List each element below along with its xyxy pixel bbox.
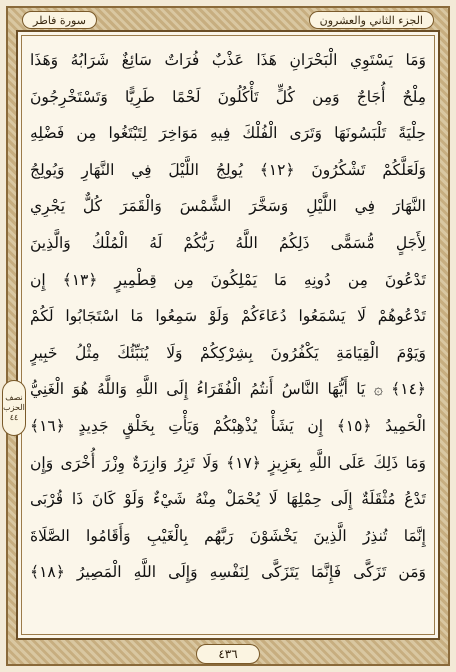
hizb-marker-line1: نصف	[5, 393, 23, 402]
text-line: النَّهَارَ فِي اللَّيْلِ وَسَخَّرَ الشَّمْسَ وَالْقَمَرَ كُلٌّ يَجْرِي	[30, 197, 426, 216]
text-line: الْحَمِيدُ ﴿١٥﴾ إِن يَشَأْ يُذْهِبْكُمْ وَيَأْتِ بِخَلْقٍ جَدِيدٍ ﴿١٦﴾	[30, 416, 426, 435]
text-line: وَمَا يَسْتَوِي الْبَحْرَانِ هَذَا عَذْبٌ فُرَاتٌ سَائِغٌ شَرَابُهُ وَهَذَا	[30, 51, 426, 69]
text-line: وَمَن تَزَكَّى فَإِنَّمَا يَتَزَكَّى لِنَفْسِهِ وَإِلَى اللَّهِ الْمَصِيرُ ﴿١٨﴾	[30, 563, 426, 582]
text-line: وَلَعَلَّكُمْ تَشْكُرُونَ ﴿١٢﴾ يُولِجُ اللَّيْلَ فِي النَّهَارِ وَيُولِجُ	[30, 160, 426, 179]
hizb-marker-line2: الحزب	[3, 403, 25, 412]
quran-text	[30, 42, 426, 630]
text-line: مِلْحٌ أُجَاجٌ وَمِن كُلٍّ تَأْكُلُونَ لَحْمًا طَرِيًّا وَتَسْتَخْرِجُونَ	[30, 87, 426, 106]
hizb-marker	[2, 380, 26, 436]
surah-name-label: سورة فاطر	[22, 11, 97, 29]
juz-label: الجزء الثاني والعشرون	[309, 11, 434, 29]
text-line: تَدْعُوهُمْ لَا يَسْمَعُوا دُعَاءَكُمْ وَلَوْ سَمِعُوا مَا اسْتَجَابُوا لَكُمْ	[30, 307, 426, 326]
text-line: ﴿١٤﴾ ۞ يَا أَيُّهَا النَّاسُ أَنتُمُ الْفُقَرَاءُ إِلَى اللَّهِ وَاللَّهُ هُوَ الْغَنِيُّ	[30, 380, 426, 399]
page-header	[22, 10, 434, 30]
text-line: تَدْعُ مُثْقَلَةٌ إِلَى حِمْلِهَا لَا يُحْمَلْ مِنْهُ شَيْءٌ وَلَوْ كَانَ ذَا قُرْبَى	[30, 490, 426, 509]
text-line: حِلْيَةً تَلْبَسُونَهَا وَتَرَى الْفُلْكَ فِيهِ مَوَاخِرَ لِتَبْتَغُوا مِن فَضْلِهِ	[30, 124, 426, 143]
hizb-marker-line3: ٤٤	[9, 413, 19, 422]
text-line: إِنَّمَا تُنذِرُ الَّذِينَ يَخْشَوْنَ رَبَّهُم بِالْغَيْبِ وَأَقَامُوا الصَّلَاةَ	[30, 526, 426, 545]
page-number: ٤٣٦	[196, 644, 260, 664]
text-line: تَدْعُونَ مِن دُونِهِ مَا يَمْلِكُونَ مِن قِطْمِيرٍ ﴿١٣﴾ إِن	[30, 270, 426, 289]
text-line: لِأَجَلٍ مُّسَمًّى ذَلِكُمُ اللَّهُ رَبُّكُمْ لَهُ الْمُلْكُ وَالَّذِينَ	[30, 233, 426, 252]
text-line: وَمَا ذَلِكَ عَلَى اللَّهِ بِعَزِيزٍ ﴿١٧﴾ وَلَا تَزِرُ وَازِرَةٌ وِزْرَ أُخْرَى وَإِن	[30, 453, 426, 472]
text-line: وَيَوْمَ الْقِيَامَةِ يَكْفُرُونَ بِشِرْكِكُمْ وَلَا يُنَبِّئُكَ مِثْلُ خَبِيرٍ	[30, 343, 426, 362]
